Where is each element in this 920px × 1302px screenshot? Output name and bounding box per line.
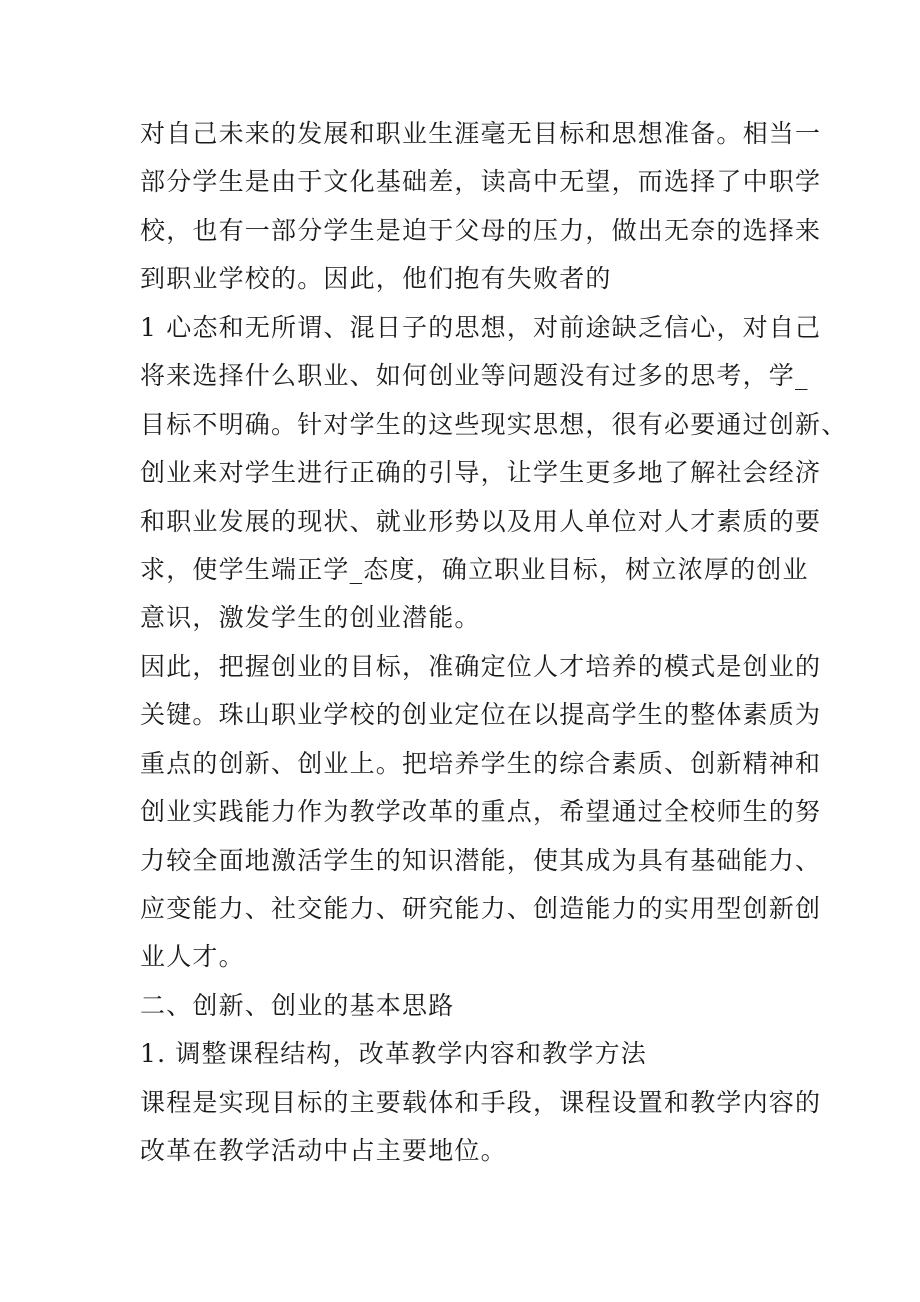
text-line: 改革在教学活动中占主要地位。	[140, 1136, 507, 1166]
text-line: 重点的创新、创业上。把培养学生的综合素质、创新精神和	[140, 748, 822, 778]
text-line: 到职业学校的。因此，他们抱有失败者的	[140, 264, 612, 294]
document-body	[140, 110, 848, 1176]
text-line: 意识，激发学生的创业潜能。	[140, 603, 481, 633]
text-line: 和职业发展的现状、就业形势以及用人单位对人才素质的要	[140, 506, 822, 536]
subsection-heading: 1. 调整课程结构，改革教学内容和教学方法	[140, 1039, 648, 1069]
text-line: 业人才。	[140, 942, 245, 972]
text-line: 1 心态和无所谓、混日子的思想，对前途缺乏信心，对自己	[140, 312, 822, 342]
text-line: 关键。珠山职业学校的创业定位在以提高学生的整体素质为	[140, 700, 822, 730]
section-heading: 二、创新、创业的基本思路	[140, 990, 455, 1020]
text-line: 部分学生是由于文化基础差，读高中无望，而选择了中职学	[140, 167, 822, 197]
text-line: 对自己未来的发展和职业生涯毫无目标和思想准备。相当一	[140, 119, 822, 148]
text-line: 课程是实现目标的主要载体和手段，课程设置和教学内容的	[140, 1087, 822, 1117]
text-line: 创业实践能力作为教学改革的重点，希望通过全校师生的努	[140, 797, 822, 827]
text-line: 创业来对学生进行正确的引导，让学生更多地了解社会经济	[140, 458, 822, 488]
text-line: 求，使学生端正学_态度，确立职业目标，树立浓厚的创业	[140, 554, 809, 584]
text-line: 力较全面地激活学生的知识潜能，使其成为具有基础能力、	[140, 845, 822, 875]
text-line: 校，也有一部分学生是迫于父母的压力，做出无奈的选择来	[140, 215, 822, 245]
text-line: 应变能力、社交能力、研究能力、创造能力的实用型创新创	[140, 894, 822, 923]
text-line: 目标不明确。针对学生的这些现实思想，很有必要通过创新、	[140, 409, 848, 439]
text-line: 将来选择什么职业、如何创业等问题没有过多的思考，学_	[140, 361, 809, 391]
text-line: 因此，把握创业的目标，准确定位人才培养的模式是创业的	[140, 651, 822, 681]
